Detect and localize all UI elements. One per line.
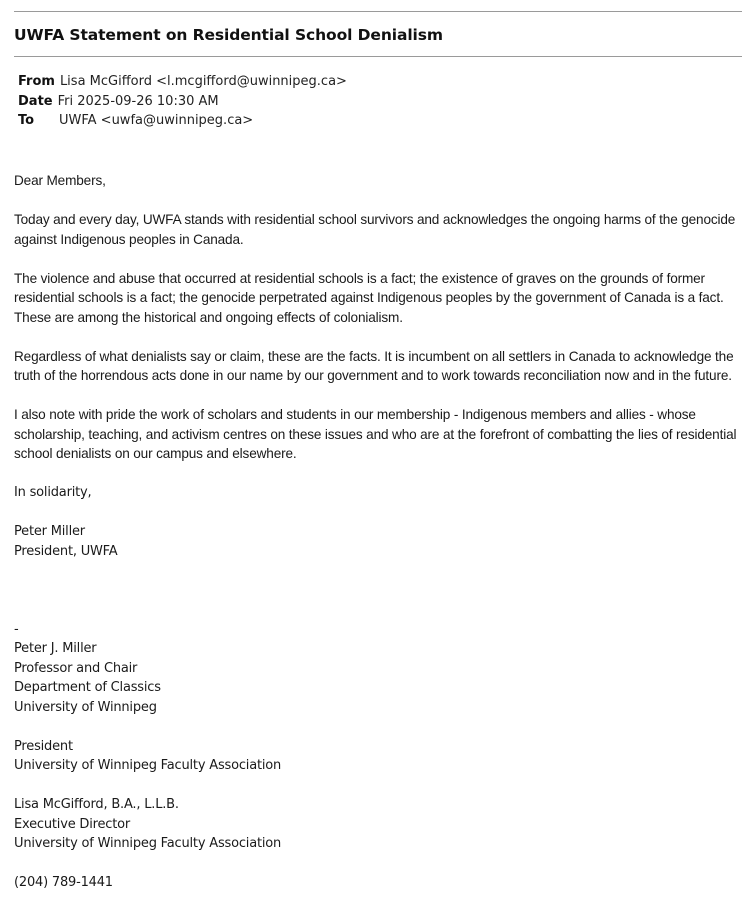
greeting: Dear Members, [14, 173, 106, 188]
body-paragraph: The violence and abuse that occurred at residential schools is a fact; the existence of graves on the grounds of former residential schools is a fact; the genocide perpetrated against Indigenous peoples by the government of Canada is a fact. These are among the historical and ongoing effects of colonialism. [14, 270, 724, 325]
signature-person1 [14, 620, 744, 718]
person1-name: Peter J. Miller [14, 641, 97, 656]
person1-role-org: University of Winnipeg Faculty Association [14, 758, 282, 773]
person2-org: University of Winnipeg Faculty Association [14, 836, 282, 851]
person1-role-title: President [14, 738, 73, 754]
from-value[interactable]: Lisa McGifford <l.mcgifford@uwinnipeg.ca> [59, 74, 347, 89]
person1-title: Professor and Chair [14, 660, 138, 676]
from-row [18, 72, 347, 92]
top-divider [14, 11, 742, 12]
person1-institution: University of Winnipeg [14, 699, 157, 715]
signoff-title: President, UWFA [14, 543, 118, 559]
signature-person2 [14, 795, 744, 854]
person2-name: Lisa McGifford, B.A., L.L.B. [14, 797, 179, 812]
to-row [18, 111, 347, 131]
to-label: To [18, 113, 35, 128]
body-paragraph: I also note with pride the work of scholars and students in our membership - Indigenous members and allies - whose scholarship, teaching, and activism centres on these issues and who are at the forefront of combatting the lies of residential school denialists on our campus and elsewhere. [14, 407, 737, 461]
email-subject: UWFA Statement on Residential School Denialism [14, 26, 443, 44]
person1-department: Department of Classics [14, 680, 161, 695]
spacer [14, 581, 744, 620]
closing: In solidarity, [14, 485, 92, 500]
from-label: From [18, 74, 55, 89]
subject-divider [14, 56, 742, 57]
body-paragraph: Today and every day, UWFA stands with residential school survivors and acknowledges the ongoing harms of the genocide against Indigenous peoples in Canada. [14, 212, 736, 247]
signature-person1-role [14, 737, 744, 776]
date-row [18, 92, 347, 112]
signature-phone[interactable]: (204) 789-1441 [14, 875, 113, 890]
date-value: Fri 2025-09-26 10:30 AM [57, 93, 219, 109]
body-paragraph: Regardless of what denialists say or claim, these are the facts. It is incumbent on all settlers in Canada to acknowledge the truth of the horrendous acts done in our name by our government and to work towards reconciliation now and in the future. [14, 348, 734, 383]
date-label: Date [18, 93, 53, 109]
person2-title: Executive Director [14, 816, 131, 832]
to-value[interactable]: UWFA <uwfa@uwinnipeg.ca> [59, 113, 254, 128]
signature-block [14, 483, 744, 893]
signoff [14, 522, 744, 561]
signoff-name: Peter Miller [14, 524, 85, 539]
email-body [14, 171, 744, 912]
signature-separator: - [14, 621, 19, 637]
email-headers [18, 72, 347, 131]
